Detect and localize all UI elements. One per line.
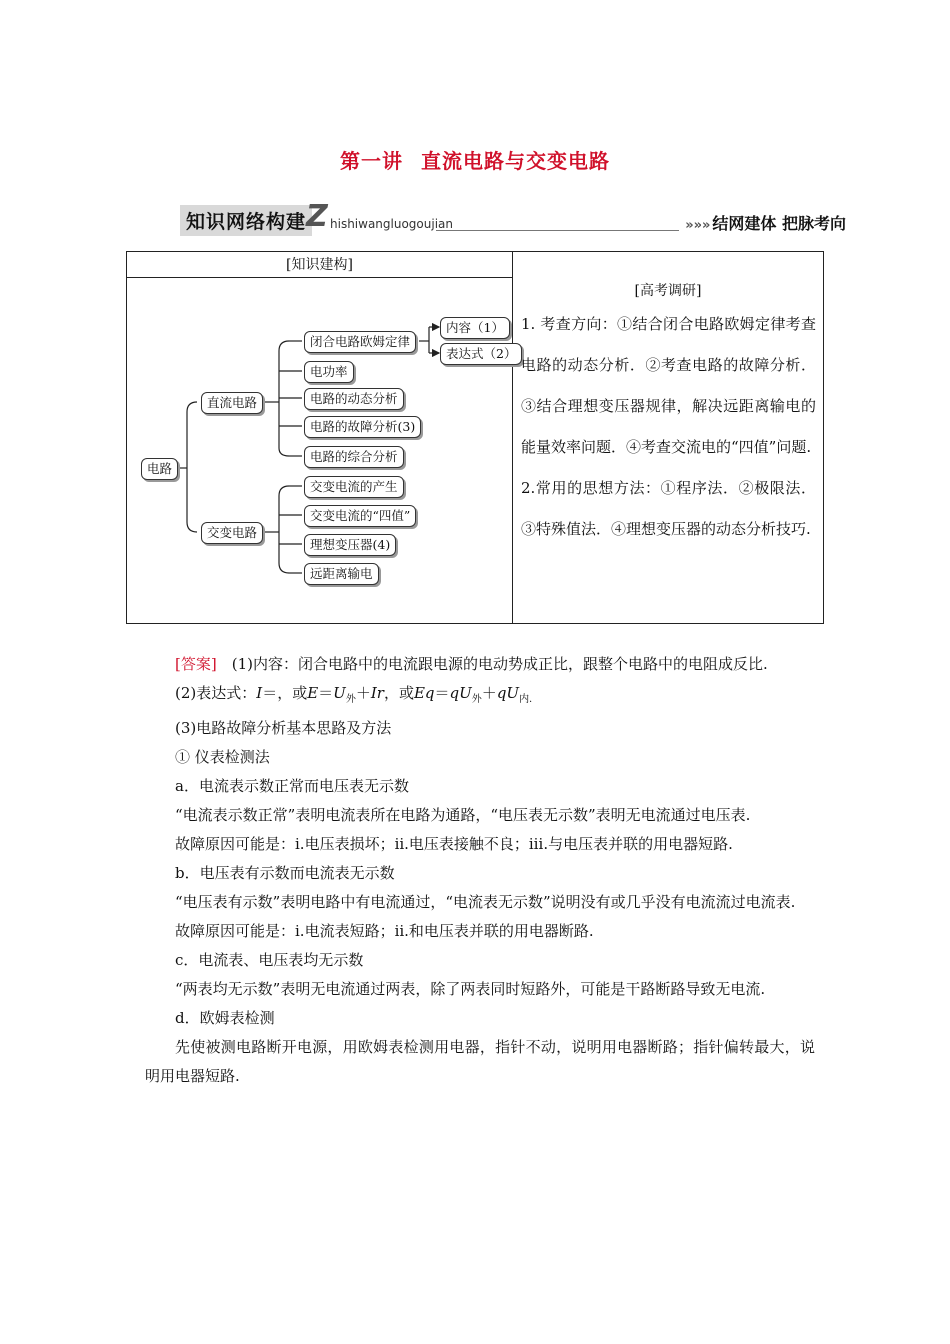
formula-sub: 外 <box>345 694 356 705</box>
node-ac: 交变电路 <box>201 522 263 544</box>
formula-part: ＝ <box>318 684 334 702</box>
double-arrow-icon: »»» <box>685 218 711 233</box>
node-content: 内容（1） <box>440 317 510 339</box>
formula-sub: 外 <box>471 694 482 705</box>
section-banner <box>180 199 846 239</box>
answer-p3: (3)电路故障分析基本思路及方法 <box>175 719 392 737</box>
banner-pinyin: hishiwangluogoujian <box>330 217 453 231</box>
answer-body <box>145 650 815 1091</box>
title-part1: 第一讲 <box>340 149 403 173</box>
node-ohm: 闭合电路欧姆定律 <box>304 331 416 353</box>
answer-p6: “电流表示数正常”表明电流表所在电路为通路，“电压表无示数”表明无电流通过电压表. <box>175 806 751 824</box>
formula-prefix: (2)表达式： <box>175 684 257 702</box>
table-column-divider <box>512 252 513 623</box>
formula-sub: 内. <box>519 694 533 705</box>
banner-z-letter: Z <box>306 199 328 234</box>
node-ac-item: 理想变压器(4) <box>304 534 396 556</box>
node-dc-item: 电路的综合分析 <box>304 446 404 468</box>
formula-part: ＝ <box>434 684 450 702</box>
answer-p13: d．欧姆表检测 <box>175 1009 275 1027</box>
page-title <box>0 145 950 174</box>
answer-p1 <box>145 650 815 679</box>
answer-p7: 故障原因可能是：ⅰ.电压表损坏；ⅱ.电压表接触不良；ⅲ.与电压表并联的用电器短路. <box>175 835 733 853</box>
answer-tag: [答案] <box>175 655 217 673</box>
research-text <box>521 304 816 550</box>
node-ac-item: 远距离输电 <box>304 563 379 585</box>
title-part2: 直流电路与交变电路 <box>421 149 610 173</box>
banner-right-text: 结网建体 把脉考向 <box>712 214 846 233</box>
node-dc: 直流电路 <box>201 392 263 414</box>
node-ac-item: 交变电流的产生 <box>304 476 404 498</box>
formula-part: qU <box>449 684 472 702</box>
node-expression: 表达式（2） <box>440 343 522 365</box>
answer-p11: c．电流表、电压表均无示数 <box>175 951 364 969</box>
node-dc-item: 电功率 <box>304 361 354 383</box>
research-point: 2.常用的思想方法：①程序法．②极限法．③特殊值法．④理想变压器的动态分析技巧. <box>521 479 816 538</box>
node-root: 电路 <box>141 458 178 480</box>
answer-p5: a．电流表示数正常而电压表无示数 <box>175 777 409 795</box>
banner-right <box>679 211 846 234</box>
banner-main: 知识网络构建 <box>180 205 312 236</box>
answer-p10: 故障原因可能是：ⅰ.电流表短路；ⅱ.和电压表并联的用电器断路. <box>175 922 594 940</box>
formula-part: qU <box>496 684 520 702</box>
answer-p4: ① 仪表检测法 <box>175 748 270 766</box>
node-dc-item: 电路的动态分析 <box>304 388 404 410</box>
answer-p8: b．电压表有示数而电流表无示数 <box>175 864 395 882</box>
formula-part: Ir <box>370 684 384 702</box>
answer-p1-text: (1)内容：闭合电路中的电流跟电源的电动势成正比，跟整个电路中的电阻成反比. <box>231 655 768 673</box>
answer-p2 <box>145 679 815 714</box>
formula-part: ＋ <box>481 684 497 702</box>
formula-part: Eq <box>413 684 435 702</box>
formula-part: E <box>307 684 319 702</box>
formula-part: ＋ <box>355 684 371 702</box>
research-point: 1. 考查方向：①结合闭合电路欧姆定律考查电路的动态分析．②考查电路的故障分析．③结合理想变压器规律，解决远距离输电的能量效率问题．④考查交流电的“四值”问题. <box>521 315 816 456</box>
knowledge-table <box>126 251 824 624</box>
node-ac-item: 交变电流的“四值” <box>304 505 416 527</box>
knowledge-header: [知识建构] <box>286 257 353 273</box>
research-header: [高考调研] <box>634 283 702 299</box>
formula-part: ，或 <box>383 684 414 702</box>
answer-p12: “两表均无示数”表明无电流通过两表，除了两表同时短路外，可能是干路断路导致无电流. <box>175 980 766 998</box>
answer-p14: 先使被测电路断开电源，用欧姆表检测用电器，指针不动，说明用电器断路；指针偏转最大，说明用电器短路. <box>145 1038 815 1085</box>
answer-p9: “电压表有示数”表明电路中有电流通过，“电流表无示数”说明没有或几乎没有电流流过电流表. <box>175 893 796 911</box>
formula-part: ＝，或 <box>262 684 308 702</box>
formula-part: U <box>333 684 346 702</box>
formula-part: I <box>256 684 263 702</box>
node-dc-item: 电路的故障分析(3) <box>304 416 421 438</box>
